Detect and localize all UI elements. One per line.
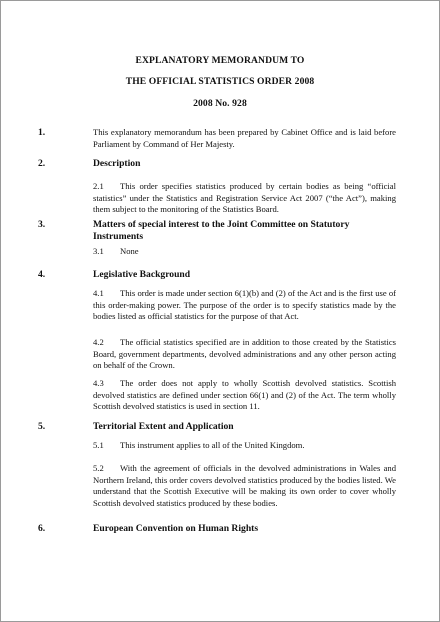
paragraph-text: None	[120, 246, 139, 256]
paragraph-number: 5.2	[93, 463, 104, 473]
paragraph-2-1	[93, 181, 396, 216]
paragraph-number: 4.2	[93, 337, 104, 347]
paragraph-number: 4.1	[93, 288, 104, 298]
paragraph-3-1	[93, 246, 396, 258]
paragraph-5-1	[93, 440, 396, 452]
paragraph-number: 5.1	[93, 440, 104, 450]
order-number: 2008 No. 928	[193, 98, 247, 109]
paragraph-4-2	[93, 337, 396, 372]
memo-title: EXPLANATORY MEMORANDUM TO	[135, 55, 305, 66]
paragraph-text: The order does not apply to wholly Scottish devolved statistics. Scottish devolved statistics are defined under section 66(1) and (2) of the Act. The term wholly Scottish devolved statistics is used in section 11.	[93, 378, 396, 412]
paragraph-text: With the agreement of officials in the devolved administrations in Wales and Northern Ireland, this order covers devolved statistics produced by the bodies listed. We understand that the Scottish Executive will be making its own order to cover wholly Scottish devolved statistics produced by these bodies.	[93, 463, 396, 508]
section-6-heading: European Convention on Human Rights	[93, 523, 259, 534]
section-5-number: 5.	[38, 421, 46, 432]
paragraph-text: This instrument applies to all of the United Kingdom.	[120, 440, 305, 450]
paragraph-text: This order specifies statistics produced by certain bodies as being “official statistics” under the Statistics and Registration Service Act 2007 (“the Act”), making them subject to the monitoring of the Statistics Board.	[93, 181, 396, 215]
paragraph-number: 2.1	[93, 181, 104, 191]
paragraph-text: This order is made under section 6(1)(b) and (2) of the Act and is the first use of this order-making power. The purpose of the order is to specify statistics made by the bodies listed as official statistics for the purpose of that Act.	[93, 288, 396, 322]
section-5-heading: Territorial Extent and Application	[93, 421, 234, 432]
section-1-number: 1.	[38, 127, 46, 138]
paragraph-number: 4.3	[93, 378, 104, 388]
paragraph-5-2	[93, 463, 396, 509]
section-1-text: This explanatory memorandum has been prepared by Cabinet Office and is laid before Parliament by Command of Her Majesty.	[93, 127, 396, 149]
paragraph-4-3	[93, 378, 396, 413]
paragraph-number: 3.1	[93, 246, 104, 256]
paragraph-text: The official statistics specified are in addition to those created by the Statistics Board, government departments, devolved administrations and any other person acting on behalf of the Crown.	[93, 337, 396, 371]
section-3-number: 3.	[38, 219, 46, 230]
section-4-heading: Legislative Background	[93, 269, 191, 280]
section-2-heading: Description	[93, 158, 141, 169]
section-2-number: 2.	[38, 158, 46, 169]
section-3-heading: Matters of special interest to the Joint Committee on Statutory Instruments	[93, 219, 350, 242]
order-title: THE OFFICIAL STATISTICS ORDER 2008	[125, 76, 315, 87]
section-4-number: 4.	[38, 269, 46, 280]
section-6-number: 6.	[38, 523, 46, 534]
paragraph-4-1	[93, 288, 396, 323]
